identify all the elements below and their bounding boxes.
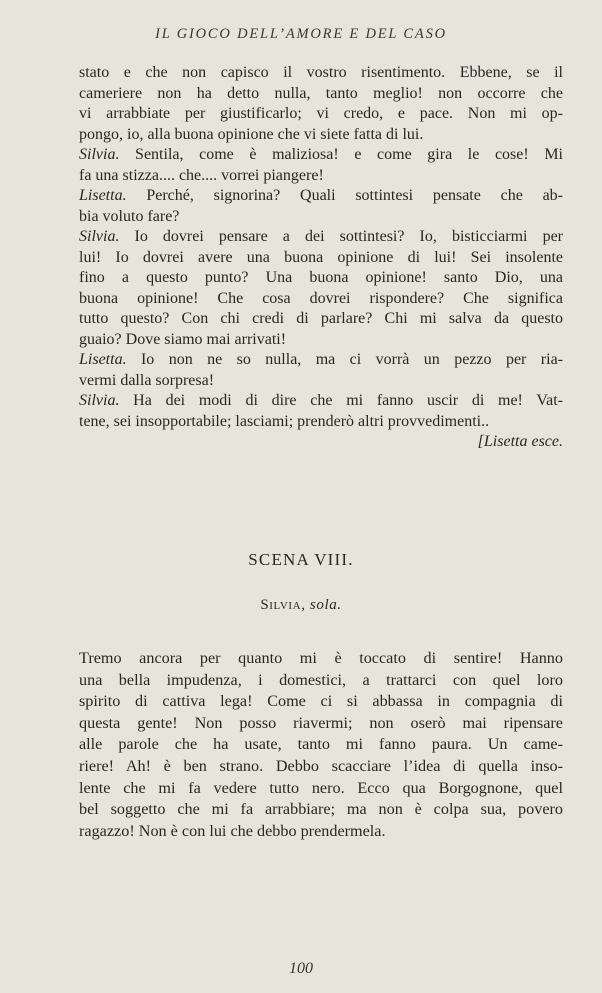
- dialogue-line: [79, 289, 563, 310]
- dialogue-text: pongo, io, alla buona opinione che vi siete fatta di lui.: [79, 125, 424, 143]
- dialogue-line: [79, 248, 563, 269]
- monologue-line: Tremo ancora per quanto mi è toccato di sentire! Hanno: [79, 649, 563, 667]
- dialogue-text: Perché, signorina? Quali sottintesi pensate che ab-: [126, 187, 563, 204]
- dialogue-text: fino a questo punto? Una buona opinione! santo Dio, una: [79, 269, 563, 286]
- dialogue-text: tene, sei insopportabile; lasciami; prenderò altri provvedimenti..: [79, 412, 490, 430]
- dialogue-text: Ha dei modi di dire che mi fanno uscir di me! Vat-: [119, 392, 563, 409]
- monologue-line: alle parole che ha usate, tanto mi fanno paura. Un came-: [79, 735, 563, 754]
- scene-characters: [0, 597, 602, 614]
- stage-direction: [Lisetta esce.: [477, 433, 563, 450]
- dialogue-text: lui! Io dovrei avere una buona opinione di lui! Sei insolente: [79, 248, 563, 266]
- dialogue-text: bia voluto fare?: [79, 207, 180, 225]
- dialogue-line: [79, 84, 563, 105]
- dialogue-line: [79, 330, 563, 351]
- dialogue-text: tutto questo? Con chi credi di parlare? Chi mi salva da questo: [79, 310, 563, 327]
- dialogue-text: buona opinione! Che cosa dovrei rispondere? Che significa: [79, 289, 563, 307]
- dialogue-text: cameriere non ha detto nulla, tanto meglio! non occorre che: [79, 84, 563, 102]
- dialogue-line: [79, 309, 563, 330]
- dialogue-text: Sentila, come è maliziosa! e come gira le cose! Mi: [119, 146, 563, 163]
- dialogue-text: stato e che non capisco il vostro risentimento. Ebbene, se il: [79, 64, 563, 81]
- dialogue-text: Io dovrei pensare a dei sottintesi? Io, bisticciarmi per: [119, 228, 563, 245]
- speaker-name: Silvia.: [79, 146, 120, 163]
- monologue-line: lente che mi fa vedere tutto nero. Ecco qua Borgognone, quel: [79, 778, 563, 797]
- running-header: IL GIOCO DELL’AMORE E DEL CASO: [155, 26, 447, 42]
- monologue-line: spirito di cattiva lega! Come ci si abbassa in compagnia di: [79, 692, 563, 711]
- speaker-name: Lisetta.: [79, 351, 127, 368]
- dialogue-line: [79, 350, 563, 371]
- dialogue-line: [79, 125, 563, 146]
- dialogue-line: [79, 63, 563, 84]
- dialogue-block: [79, 63, 563, 453]
- monologue-line: riere! Ah! è ben strano. Debbo scacciare l’idea di quella inso-: [79, 756, 563, 775]
- page-number: 100: [289, 960, 313, 977]
- dialogue-text: vermi dalla sorpresa!: [79, 371, 215, 389]
- dialogue-text: fa una stizza.... che.... vorrei piangere!: [79, 166, 324, 184]
- dialogue-line: [79, 227, 563, 248]
- monologue-line: ragazzo! Non è con lui che debbo prendermela.: [79, 821, 386, 840]
- scene-character-note: sola.: [309, 597, 342, 613]
- dialogue-text: vi arrabbiate per giustificarlo; vi credo, e pace. Non mi op-: [79, 105, 563, 122]
- speaker-name: Silvia.: [79, 228, 120, 245]
- scene-character-name: Silvia,: [260, 597, 306, 613]
- monologue-line: una bella impudenza, i domestici, a trattarci con quel loro: [79, 670, 563, 689]
- scene-heading: SCENA VIII.: [248, 550, 354, 569]
- dialogue-line: [79, 166, 563, 187]
- monologue-line: questa gente! Non posso riavermi; non oserò mai ripensare: [79, 713, 563, 732]
- dialogue-line: [79, 268, 563, 289]
- dialogue-text: Io non ne so nulla, ma ci vorrà un pezzo per ria-: [126, 351, 563, 368]
- speaker-name: Lisetta.: [79, 187, 127, 204]
- dialogue-text: guaio? Dove siamo mai arrivati!: [79, 330, 287, 348]
- dialogue-line: [79, 371, 563, 392]
- dialogue-line: [79, 145, 563, 166]
- dialogue-line: [79, 412, 563, 433]
- dialogue-line: [79, 207, 563, 228]
- monologue-block: [79, 648, 563, 842]
- dialogue-line: [79, 391, 563, 412]
- speaker-name: Silvia.: [79, 392, 120, 409]
- monologue-line: bel soggetto che mi fa arrabbiare; ma non è colpa sua, povero: [79, 800, 563, 819]
- dialogue-line: [79, 104, 563, 125]
- dialogue-line: [79, 186, 563, 207]
